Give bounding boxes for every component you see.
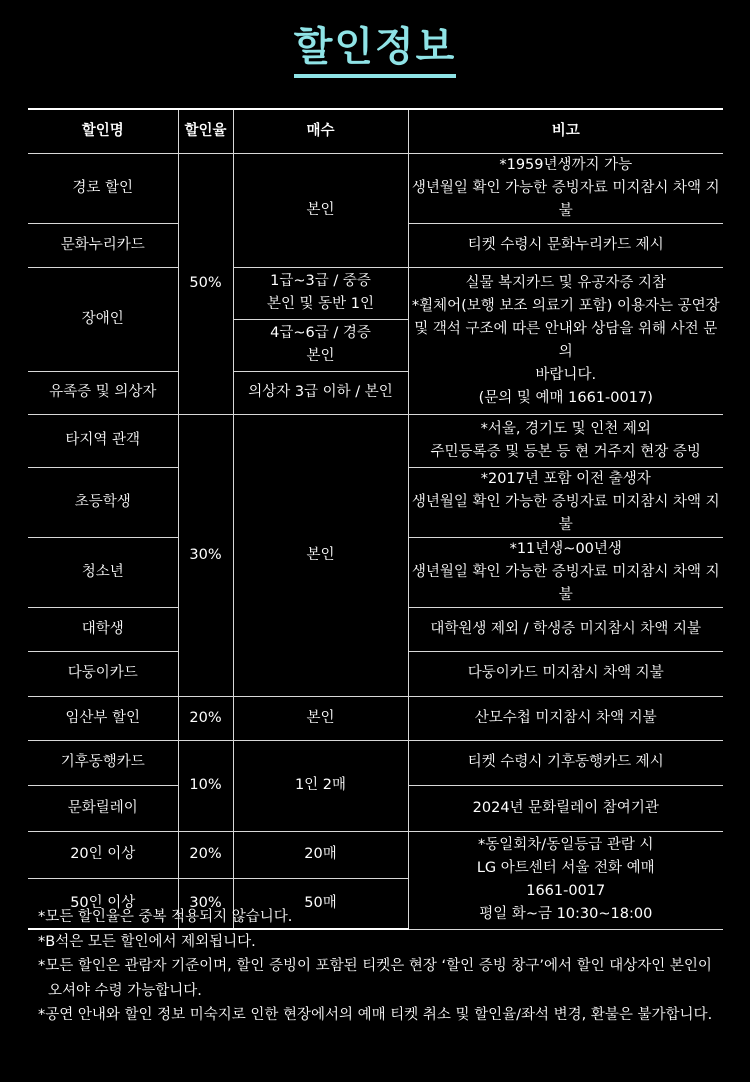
page-title: 할인정보 [0, 22, 750, 78]
footnote: *모든 할인은 관람자 기준이며, 할인 증빙이 포함된 티켓은 현장 ‘할인 증빙 창구’에서 할인 대상자인 본인이 오셔야 수령 가능합니다. [38, 958, 712, 999]
row-name: 장애인 [28, 267, 178, 371]
row-name: 경로 할인 [28, 153, 178, 223]
qty-cell: 20매 [233, 831, 408, 878]
qty-cell: 4급~6급 / 경증 본인 [233, 319, 408, 371]
row-name: 문화누리카드 [28, 223, 178, 267]
row-name: 대학생 [28, 607, 178, 651]
table-header-row [28, 109, 723, 153]
note-cell: *2017년 포함 이전 출생자 생년월일 확인 가능한 증빙자료 미지참시 차액 지불 [408, 467, 723, 537]
rate-cell: 20% [178, 831, 233, 878]
note-cell: 대학원생 제외 / 학생증 미지참시 차액 지불 [408, 607, 723, 651]
note-cell: 다둥이카드 미지참시 차액 지불 [408, 651, 723, 696]
qty-cell: 본인 [233, 153, 408, 267]
note-cell: *동일회차/동일등급 관람 시 LG 아트센터 서울 전화 예매 1661-0017 평일 화~금 10:30~18:00 [408, 831, 723, 929]
note-cell: *서울, 경기도 및 인천 제외 주민등록증 및 등본 등 현 거주지 현장 증빙 [408, 414, 723, 467]
table-row [28, 831, 723, 878]
row-name: 초등학생 [28, 467, 178, 537]
qty-cell: 1인 2매 [233, 740, 408, 831]
note-cell: 산모수첩 미지참시 차액 지불 [408, 696, 723, 740]
note-cell: *1959년생까지 가능 생년월일 확인 가능한 증빙자료 미지참시 차액 지불 [408, 153, 723, 223]
row-name: 유족증 및 의상자 [28, 371, 178, 414]
row-name: 임산부 할인 [28, 696, 178, 740]
qty-cell: 의상자 3급 이하 / 본인 [233, 371, 408, 414]
qty-cell: 본인 [233, 414, 408, 696]
row-name: 50인 이상 [28, 878, 178, 929]
note-cell: 티켓 수령시 기후동행카드 제시 [408, 740, 723, 785]
row-name: 기후동행카드 [28, 740, 178, 785]
rate-cell: 30% [178, 878, 233, 929]
note-cell: 2024년 문화릴레이 참여기관 [408, 785, 723, 831]
note-cell: *11년생~00년생 생년월일 확인 가능한 증빙자료 미지참시 차액 지불 [408, 537, 723, 607]
discount-table [28, 108, 723, 930]
table-row [28, 740, 723, 785]
row-name: 청소년 [28, 537, 178, 607]
header-note: 비고 [408, 109, 723, 153]
row-name: 문화릴레이 [28, 785, 178, 831]
table-row [28, 696, 723, 740]
note-cell: 실물 복지카드 및 유공자증 지참 *휠체어(보행 보조 의료기 포함) 이용자는 공연장 및 객석 구조에 따른 안내와 상담을 위해 사전 문의 바랍니다. (문의 및 예매 1661-0017) [408, 267, 723, 414]
rate-cell: 20% [178, 696, 233, 740]
footnotes [38, 905, 718, 1028]
row-name: 20인 이상 [28, 831, 178, 878]
footnote: *모든 할인율은 중복 적용되지 않습니다. [38, 909, 293, 925]
header-rate: 할인율 [178, 109, 233, 153]
table-row [28, 153, 723, 223]
note-cell: 티켓 수령시 문화누리카드 제시 [408, 223, 723, 267]
row-name: 다둥이카드 [28, 651, 178, 696]
rate-cell: 30% [178, 414, 233, 696]
qty-cell: 1급~3급 / 중증 본인 및 동반 1인 [233, 267, 408, 319]
rate-cell: 10% [178, 740, 233, 831]
qty-cell: 본인 [233, 696, 408, 740]
rate-cell: 50% [178, 153, 233, 414]
footnote: *공연 안내와 할인 정보 미숙지로 인한 현장에서의 예매 티켓 취소 및 할인율/좌석 변경, 환불은 불가합니다. [38, 1007, 713, 1023]
footnote: *B석은 모든 할인에서 제외됩니다. [38, 933, 256, 950]
header-name: 할인명 [28, 109, 178, 153]
header-qty: 매수 [233, 109, 408, 153]
row-name: 타지역 관객 [28, 414, 178, 467]
table-row [28, 414, 723, 467]
table-row [28, 267, 723, 319]
qty-cell: 50매 [233, 878, 408, 929]
